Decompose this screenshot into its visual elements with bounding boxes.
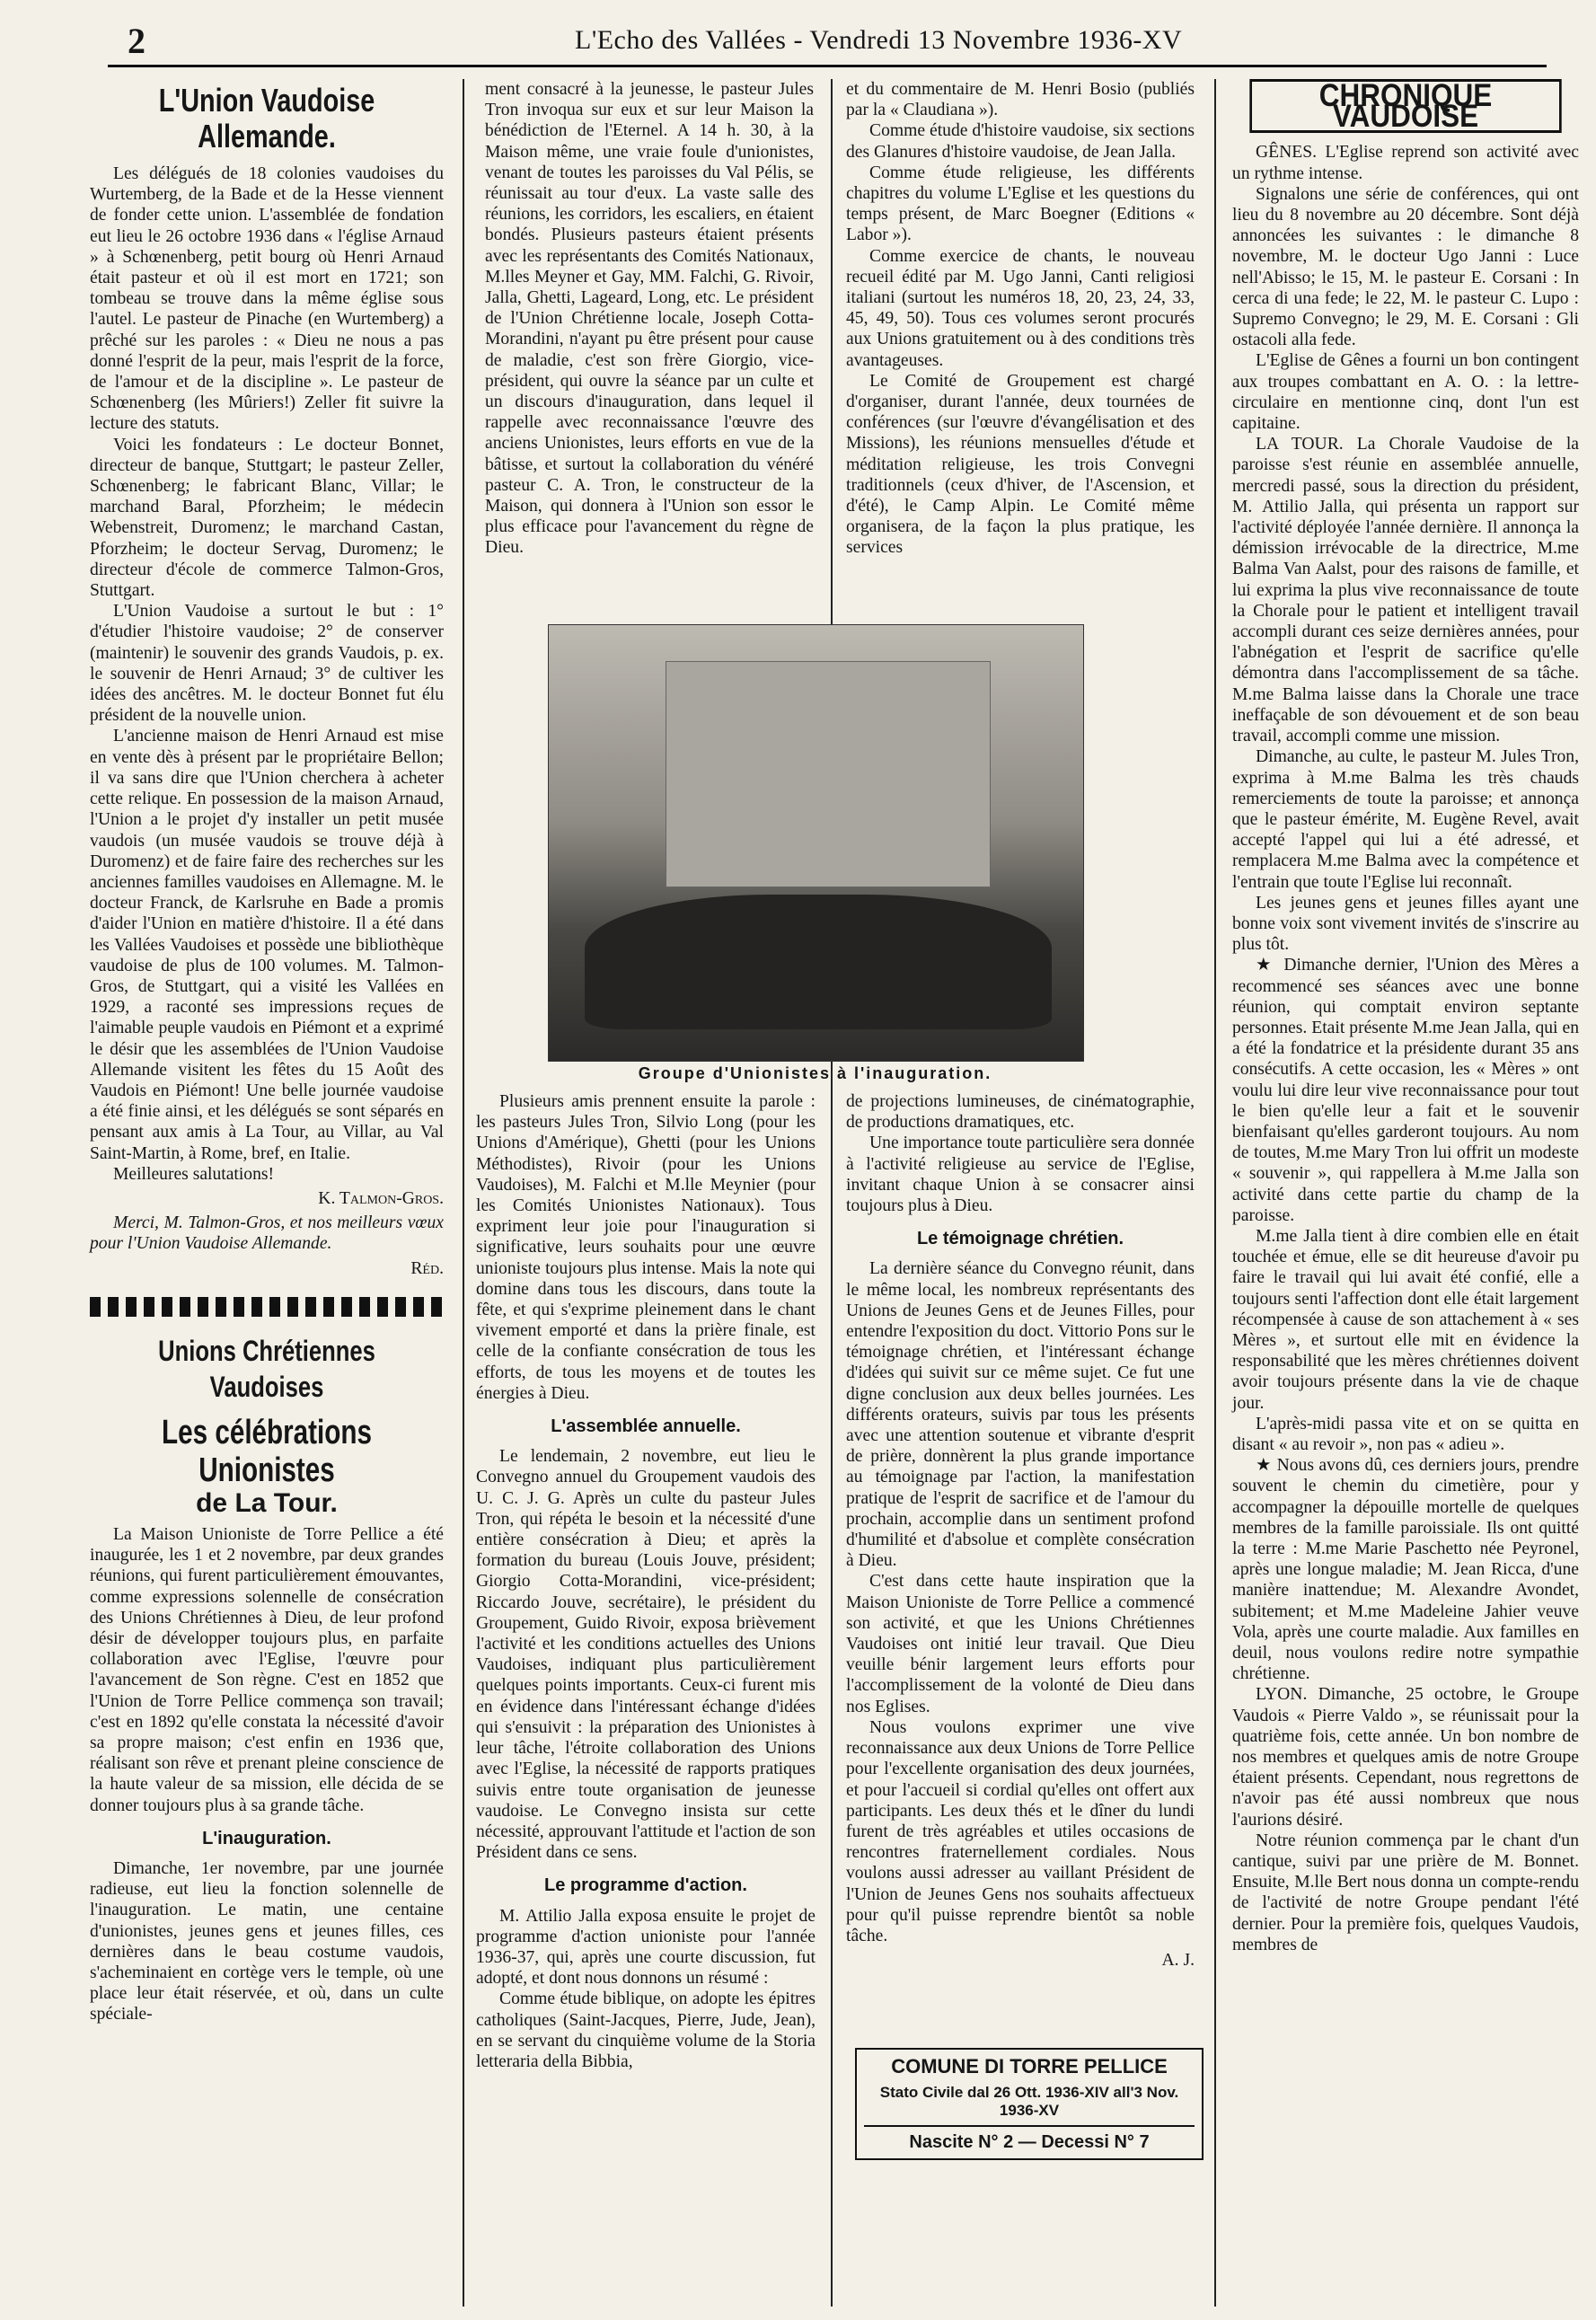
column-2-bottom — [476, 1091, 816, 2304]
paragraph: M.me Jalla tient à dire combien elle en était touchée et émue, elle se dit heureuse d'avoir pu faire le travail qui lui avait été confié, elle a toujours senti l'affection dont elle était largement récompensée à cause de son attachement à « ses Mères », et surtout elle mit en évidence la responsabilité que les mères chrétiennes doivent avoir toujours présente dans la vie de chaque jour. — [1232, 1226, 1579, 1413]
column-union-vaudoise-allemande — [90, 79, 444, 2307]
paragraph: Meilleures salutations! — [113, 1164, 275, 1184]
paragraph: Nous voulons exprimer une vive reconnaissance aux deux Unions de Torre Pellice pour l'excellente organisation des deux journées, et pour l'accueil si cordial qu'elles ont offert aux participants. Les deux thés et le dîner du lundi furent de très agréables et utiles occasions de rencontres fraternellement cordiales. Nous voulons aussi adresser au vaillant Président de l'Union de Jeunes Gens nos souhaits affectueux pour qu'il puisse reprendre bientôt sa noble tâche. — [846, 1717, 1195, 1945]
column-3-bottom — [846, 1091, 1195, 2025]
paragraph: M. Attilio Jalla exposa ensuite le projet de programme d'action unioniste pour l'année 1936-37, qui, après une courte discussion, fut adopté, et dont nous donnons un résumé : — [476, 1906, 816, 1989]
section-title: Unions Chrétiennes Vaudoises — [158, 1334, 375, 1403]
column-rule — [831, 79, 833, 2307]
column-rule — [1214, 79, 1216, 2307]
paragraph: ★ Dimanche dernier, l'Union des Mères a recommencé ses séances avec une bonne réunion, qui comptait environ septante personnes. Etait présente M.me Jean Jalla, qui en a été la fondatrice et la présidente durant 35 ans consécutifs. A cette occasion, les « Mères » ont voulu lui dire leur vive reconnaissance pour tout le bien qu'elle leur a fait et le souvenir bienfaisant qu'elles garderont toujours. Au nom de toutes, M.me Mary Tron lui offrit un modeste « souvenir », qui rappellera à M.me Jalla son activité dans cette partie du champ de la paroisse. — [1232, 956, 1579, 1225]
paragraph: La dernière séance du Convegno réunit, dans le même local, les nombreux représentants des Unions de Jeunes Gens et de Jeunes Filles, pour entendre l'exposition du doct. Vittorio Pons sur le témoignage chrétien, et l'intéressant échange d'idées qui suivit sur ce même sujet. Ce fut une digne conclusion aux deux belles journées. Les différents orateurs, suivis par tous les présents avec une attention soutenue et vibrante d'esprit de prière, donnèrent la plus grande importance au témoignage par l'action, la manifestation pratique de l'esprit de sacrifice et de l'amour du prochain, accomplie dans un sentiment profond d'humilité et d'absolue et complète consécration à Dieu. — [846, 1259, 1195, 1571]
box-stats: Nascite N° 2 — Decessi N° 7 — [864, 2125, 1195, 2153]
running-title: L'Echo des Vallées - Vendredi 13 Novembre 1936-XV — [575, 25, 1183, 55]
paragraph: Signalons une série de conférences, qui ont lieu du 8 novembre au 20 décembre. Sont déjà annoncées les suivantes : le dimanche 8 novembre, M. le docteur Ugo Janni : Luce nell'Abisso; le 15, M. le pasteur E. Corsani : In cerca di una fede; le 22, M. le pasteur C. Lupo : Supremo Convegno; le 29, M. E. Corsani : Gli ostacoli alla fede. — [1232, 184, 1579, 350]
box-title: COMUNE DI TORRE PELLICE — [891, 2055, 1168, 2077]
page-header — [108, 20, 1547, 67]
article-headline: L'Union Vaudoise Allemande. — [158, 82, 375, 154]
section-heading: L'assemblée annuelle. — [551, 1416, 741, 1437]
section-heading: Le programme d'action. — [544, 1875, 747, 1896]
paragraph: ★ Nous avons dû, ces derniers jours, prendre souvent le chemin du cimetière, pour y accompagner la dépouille mortelle de quelques membres de la famille paroissiale. Ils ont quitté la terre : M.me Marie Paschetto née Peyronel, après une longue maladie; M. Jean Ricca, d'une manière inattendue; M. Alexandre Avondet, subitement; et M.me Madeleine Jahier veuve Vola, après une courte maladie. Aux familles en deuil, nous voulons redire notre sympathie chrétienne. — [1232, 1456, 1579, 1684]
column-2-top — [485, 79, 814, 627]
paragraph: GÊNES. L'Eglise reprend son activité avec un rythme intense. — [1232, 143, 1579, 183]
section-heading: L'inauguration. — [202, 1828, 331, 1848]
paragraph: et du commentaire de M. Henri Bosio (publiés par la « Claudiana »). — [846, 80, 1195, 120]
paragraph: L'ancienne maison de Henri Arnaud est mise en vente dès à présent par le propriétaire Bellon; il va sans dire que l'Union cherchera à acheter cette relique. En possession de la maison Arnaud, l'Union a le projet d'y installer un petit musée vaudois (un musée vaudois se trouve déjà à Duromenz) et de faire faire des recherches sur les anciennes familles vaudoises en Allemagne. M. le docteur Franck, de Karlsruhe en Bade a promis d'aider l'Union en matière d'histoire. Il a été dans les Vallées Vaudoises et possède une bibliothèque vaudoise de plus de 100 volumes. M. Talmon-Gros, de Stuttgart, qui a visité les Vallées en 1929, a raconté ses impressions reçues de l'aimable peuple vaudois en Piémont et a exprimé le désir que les assemblées de l'Union Vaudoise Allemande visitent les fêtes du 15 Août des Vaudois en Piémont! Une belle journée vaudoise a été finie ainsi, et les délégués se sont séparés en pensant aux amis à La Tour, au Villar, au Val Saint-Martin, à Rome, bref, en Italie. — [90, 727, 444, 1163]
paragraph: Plusieurs amis prennent ensuite la parole : les pasteurs Jules Tron, Silvio Long (pour les Unions d'Amérique), Ghetti (pour les Unions Méthodistes), Rivoir (pour les Unions Vaudoises), M. Falchi et M.lle Meynier (pour les Comités Unionistes Nationaux). Tous expriment leur joie pour l'inauguration si significative, leurs souhaits pour une œuvre unioniste toujours plus intense. Mais la note qui domine dans tous les discours, dans toute la fête, et qui s'exprime pleinement dans le chant vivement emporté et dans la prière finale, est celle de la confiante consécration de tous les efforts, de tous les moyens et de toutes les énergies à Dieu. — [476, 1092, 816, 1403]
paragraph: La Maison Unioniste de Torre Pellice a été inaugurée, les 1 et 2 novembre, par deux grandes réunions, qui furent particulièrement émouvantes, comme expressions solennelle de consécration des Unions Chrétiennes à Dieu, de leur profond désir de développer toujours plus, en parfaite collaboration avec l'Eglise, l'œuvre pour l'avancement de Son règne. C'est en 1852 que l'Union de Torre Pellice commença son travail; c'est en 1892 qu'elle constata la nécessité d'avoir sa propre maison; c'est enfin en 1936 que, réalisant son rêve et prenant pleine conscience de la haute valeur de sa mission, elle décida de se donner toujours plus à sa grande tâche. — [90, 1524, 444, 1815]
article-subhead: de La Tour. — [196, 1487, 338, 1518]
paragraph: C'est dans cette haute inspiration que la Maison Unioniste de Torre Pellice a commencé son activité, et que les Unions Chrétiennes Vaudoises ont initié leur travail. Que Dieu veuille bénir largement leurs efforts pour l'accomplissement de la volonté de Dieu dans nos Eglises. — [846, 1572, 1195, 1716]
chronique-title: CHRONIQUE VAUDOISE — [1249, 79, 1561, 133]
paragraph: Voici les fondateurs : Le docteur Bonnet, directeur de banque, Stuttgart; le pasteur Zeller, Schœnenberg; le fabricant Blanc, Villar; le marchand Baral, Pforzheim; le médecin Webenstreit, Duromenz; le marchand Castan, Pforzheim; le docteur Servag, Duromenz; le directeur d'école de commerce Talmon-Gros, Stuttgart. — [90, 435, 444, 601]
ornament-divider — [90, 1297, 444, 1317]
paragraph: Dimanche, 1er novembre, par une journée radieuse, eut lieu la fonction solennelle de l'inauguration. Le matin, une centaine d'unionistes, jeunes gens et jeunes filles, ces dernières dans le beau costume vaudois, s'acheminaient en cortège vers le temple, où une place leur était réservée, et où, dans un culte spéciale- — [90, 1859, 444, 2024]
column-chronique-vaudoise — [1232, 79, 1579, 2307]
article-headline: Les célébrations Unionistes — [162, 1413, 372, 1489]
paragraph: Comme étude religieuse, les différents chapitres du volume L'Eglise et les questions du temps présent, de Marc Boegner (Editions « Labor »). — [846, 163, 1195, 245]
paragraph: de projections lumineuses, de cinématographie, de productions dramatiques, etc. — [846, 1092, 1195, 1133]
civil-status-box — [855, 2048, 1204, 2160]
page-number: 2 — [128, 21, 145, 61]
paragraph: L'après-midi passa vite et on se quitta en disant « au revoir », non pas « adieu ». — [1232, 1414, 1579, 1454]
column-rule — [463, 79, 464, 2307]
paragraph: LA TOUR. La Chorale Vaudoise de la paroisse s'est réunie en assemblée annuelle, mercredi passé, sous la direction du président, M. Attilio Jalla, qui présenta un rapport sur l'activité déployée l'année dernière. Il annonça la démission irrévocable de la directrice, M.me Balma Van Aalst, pour des raisons de famille, et lui exprima la plus vive reconnaissance de toute la Chorale pour le patient et intelligent travail accompli durant ces seize dernières années, pour l'abnégation et l'esprit de sacrifice qu'elle démontra dans l'accomplissement de sa tâche. M.me Balma laisse dans la Chorale une trace ineffaçable de son dévouement et de son beau travail, accompli comme une mission. — [1232, 435, 1579, 746]
column-3-top — [846, 79, 1195, 627]
paragraph: Le lendemain, 2 novembre, eut lieu le Convegno annuel du Groupement vaudois des U. C. J. G. Après un culte du pasteur Jules Tron, qui répéta le besoin et la nécessité d'une entière consécration à Dieu; et après la formation du bureau (Louis Jouve, président; Giorgio Cotta-Morandini, vice-président; Riccardo Jouve, secrétaire), le président du Groupement, Guido Rivoir, exposa brièvement l'activité et les conditions actuelles des Unions Vaudoises, indiquant plus particulièrement quelques points importants. Ceux-ci furent mis en évidence dans l'intéressant échange d'idées qui s'ensuivit : la préparation des Unionistes à leur tâche, l'étroite collaboration des Unions avec l'Eglise, la nécessité de rapports pratiques suivis entre toute organisation de jeunesse vaudoise. Le Convegno insista sur cette nécessité, approuvant l'attitude et l'action de son Président dans ce sens. — [476, 1447, 816, 1863]
group-photo — [548, 624, 1084, 1062]
article-signature: A. J. — [1161, 1951, 1195, 1971]
paragraph: Comme étude biblique, on adopte les épitres catholiques (Saint-Jacques, Pierre, Jude, Jean), en se servant du cinquième volume de la Storia letteraria della Bibbia, — [476, 1989, 816, 2071]
paragraph: Comme exercice de chants, le nouveau recueil édité par M. Ugo Janni, Canti religiosi italiani (surtout les numéros 18, 20, 23, 24, 33, 45, 49, 50). Tous ces volumes seront procurés aux Unions gratuitement ou à des conditions très avantageuses. — [846, 246, 1195, 370]
paragraph: Les jeunes gens et jeunes filles ayant une bonne voix sont vivement invités de s'inscrire au plus tôt. — [1232, 893, 1579, 955]
paragraph: Une importance toute particulière sera donnée à l'activité religieuse au service de l'Eglise, invitant chaque Union à se consacrer ainsi toujours plus à Dieu. — [846, 1134, 1195, 1216]
photo-caption: Groupe d'Unionistes à l'inauguration. — [638, 1064, 992, 1082]
paragraph: Notre réunion commença par le chant d'un cantique, suivi par une prière de M. Bonnet. Ensuite, M.lle Bert nous donna un compte-rendu de l'activité de notre Groupe pendant l'été dernier. Pour la première fois, quelques Vaudois, membres de — [1232, 1830, 1579, 1954]
building-shape — [666, 661, 991, 887]
paragraph: LYON. Dimanche, 25 octobre, le Groupe Vaudois « Pierre Valdo », se réunissait pour la quatrième fois, cette année. Un bon nombre de nos membres et quelques amis de notre Groupe étaient présents. Cependant, nous regrettons de n'avoir pas été aussi nombreux que nous l'aurions désiré. — [1232, 1685, 1579, 1830]
editor-signature: Réd. — [410, 1258, 444, 1278]
paragraph: L'Union Vaudoise a surtout le but : 1° d'étudier l'histoire vaudoise; 2° de conserver (maintenir) le souvenir des grands Vaudois, p. ex. le souvenir de Henri Arnaud; 3° de cultiver les idées des ancêtres. M. le docteur Bonnet fut élu président de la nouvelle union. — [90, 602, 444, 726]
editor-note: Merci, M. Talmon-Gros, et nos meilleurs vœux pour l'Union Vaudoise Allemande. — [90, 1213, 444, 1254]
paragraph: Le Comité de Groupement est chargé d'organiser, durant l'année, deux tournées de conférences (sur l'œuvre d'évangélisation et des Missions), les réunions mensuelles d'étude et méditation religieuse, les trois Convegni traditionnels (ceux d'hiver, de l'Ascension, et d'été), le Camp Alpin. Le Comité même organisera, de la façon la plus pratique, les services — [846, 371, 1195, 558]
crowd-shape — [585, 895, 1052, 1029]
paragraph: L'Eglise de Gênes a fourni un bon contingent aux troupes combattant en A. O. : la lettre-circulaire en mentionne cinq, dont l'un est capitaine. — [1232, 351, 1579, 434]
paragraph: Comme étude d'histoire vaudoise, six sections des Glanures d'histoire vaudoise, de Jean Jalla. — [846, 121, 1195, 162]
section-heading: Le témoignage chrétien. — [916, 1229, 1124, 1249]
paragraph: Les délégués de 18 colonies vaudoises du Wurtemberg, de la Bade et de la Hesse viennent de fonder cette union. L'assemblée de fondation eut lieu le 26 octobre 1936 dans « l'église Arnaud » à Schœnenberg, petit bourg où Henri Arnaud était pasteur et où il est mort en 1721; son tombeau se trouve dans la même église sous l'autel. Le pasteur de Pinache (en Wurtemberg) a prêché sur les paroles : « Dieu ne nous a pas donné l'esprit de la peur, mais l'esprit de la force, de l'amour et de la discipline ». Le pasteur de Schœnenberg (les Mûriers!) Zeller fit suivre la lecture des statuts. — [90, 164, 444, 434]
paragraph: ment consacré à la jeunesse, le pasteur Jules Tron invoqua sur eux et sur leur Maison la bénédiction de l'Eternel. A 14 h. 30, à la Maison même, une vraie foule d'unionistes, venant de toutes les paroisses du Val Pélis, se réunissait au tour d'eux. La vaste salle des réunions, les corridors, les escaliers, en étaient bondés. Plusieurs pasteurs étaient présents avec les représentants des Comités Nationaux, M.lles Meyner et Gay, MM. Falchi, G. Rivoir, Jalla, Ghetti, Lageard, Long, etc. Le président de l'Union Chrétienne locale, Joseph Cotta-Morandini, n'ayant pu être présent pour cause de maladie, c'est son frère Giorgio, vice-président, qui ouvre la séance par un culte et un discours d'inauguration, dans lequel il rappelle avec reconnaissance l'œuvre des anciens Unionistes, leurs efforts en vue de la bâtisse, et surtout la collaboration du vénéré pasteur C. A. Tron, le constructeur de la Maison, qui donnera à l'Union son essor le plus efficace pour l'avancement du règne de Dieu. — [485, 80, 814, 558]
paragraph: Dimanche, au culte, le pasteur M. Jules Tron, exprima à M.me Balma les très chauds remerciements de toute la paroisse; et annonça que le pasteur émérite, M. Eugène Revel, avait accepté l'appel qui lui a été adressé, et remplacera M.me Balma avec la compétence et l'entrain que toute l'Eglise lui reconnaît. — [1232, 747, 1579, 892]
article-signature: K. Talmon-Gros. — [318, 1188, 444, 1208]
box-subtitle: Stato Civile dal 26 Ott. 1936-XIV all'3 Nov. 1936-XV — [879, 2084, 1179, 2119]
